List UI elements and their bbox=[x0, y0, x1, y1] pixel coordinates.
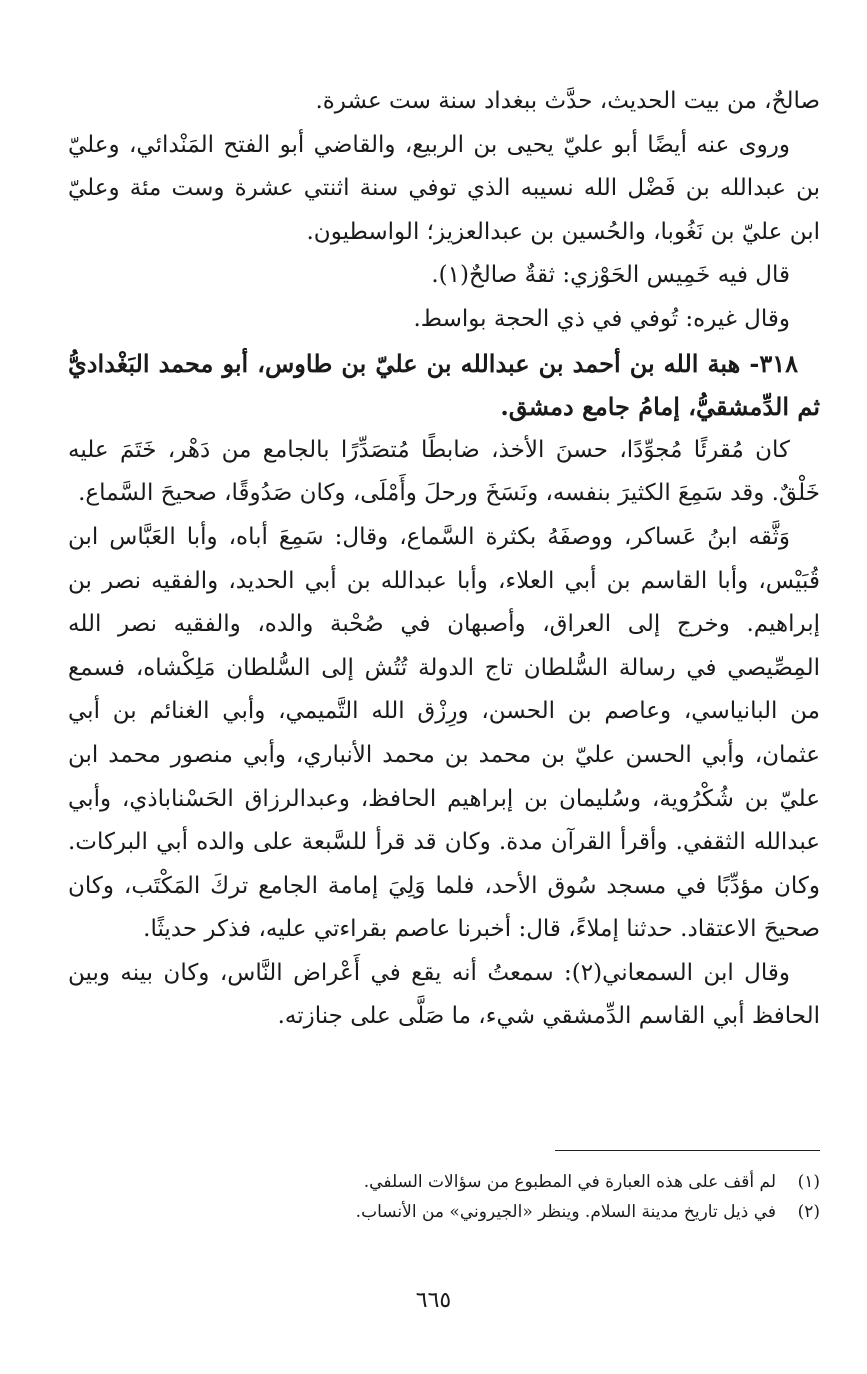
paragraph: وقال غيره: تُوفي في ذي الحجة بواسط. bbox=[413, 305, 790, 332]
paragraph: صالحٌ، من بيت الحديث، حدَّث ببغداد سنة ست عشرة. bbox=[315, 88, 820, 114]
paragraph: وروى عنه أيضًا أبو عليّ يحيى بن الربيع، والقاضي أبو الفتح المَنْدائي، وعليّ بن عبدالله بن فَضْل الله نسيبه الذي توفي سنة اثنتي عشرة وست مئة وعليّ ابن عليّ بن نَغُوبا، والحُسين بن عبدالعزيز؛ الواسطيون. bbox=[68, 131, 820, 245]
paragraph: قال فيه خَمِيس الحَوْزي: ثقةٌ صالحٌ(١). bbox=[431, 262, 790, 289]
entry-title: هبة الله بن أحمد بن عبدالله بن عليّ بن طاوس، أبو محمد البَغْداديُّ ثم الدِّمشقيُّ، إمامُ جامع دمشق. bbox=[68, 348, 820, 422]
footnote-text: في ذيل تاريخ مدينة السلام. وينظر «الجيروني» من الأنساب. bbox=[355, 1202, 776, 1222]
page-number: ٦٦٥ bbox=[415, 1288, 452, 1313]
footnote bbox=[68, 1167, 820, 1197]
footnote-number: (٢) bbox=[797, 1202, 820, 1222]
footnotes bbox=[68, 1167, 820, 1227]
entry-number: ٣١٨- bbox=[749, 348, 798, 378]
footnote-text: لم أقف على هذه العبارة في المطبوع من سؤالات السلفي. bbox=[363, 1172, 776, 1192]
footnote-divider bbox=[555, 1150, 820, 1151]
entry-heading bbox=[68, 342, 820, 429]
footnote bbox=[68, 1197, 820, 1227]
paragraph: وقال ابن السمعاني(٢): سمعتُ أنه يقع في أَعْراض النَّاس، وكان بينه وبين الحافظ أبي القاسم الدِّمشقي شيء، ما صَلَّى على جنازته. bbox=[68, 959, 820, 1030]
paragraph: كان مُقرئًا مُجوِّدًا، حسنَ الأخذ، ضابطًا مُتصَدِّرًا بالجامع من دَهْر، خَتَمَ عليه خَلْقٌ. وقد سَمِعَ الكثيرَ بنفسه، ونَسَخَ ورحلَ وأَمْلَى، وكان صَدُوقًا، صحيحَ السَّماع. bbox=[68, 436, 820, 507]
footnote-number: (١) bbox=[797, 1172, 820, 1192]
main-text bbox=[68, 80, 820, 1039]
paragraph: وَثَّقه ابنُ عَساكر، ووصفَهُ بكثرة السَّماع، وقال: سَمِعَ أباه، وأبا العَبَّاس ابن قُبَيْس، وأبا القاسم بن أبي العلاء، وأبا عبدالله بن أبي الحديد، والفقيه نصر بن إبراهيم. وخرج إلى العراق، وأصبهان في صُحْبة والده، والفقيه نصر الله المِصِّيصي في رسالة السُّلطان تاج الدولة تُتُش إلى السُّلطان مَلِكْشاه، فسمع من البانياسي، وعاصم بن الحسن، ورِزْق الله التَّميمي، وأبي الغنائم بن أبي عثمان، وأبي الحسن عليّ بن محمد بن محمد الأنباري، وأبي منصور محمد ابن عليّ بن شُكْرُوية، وسُليمان بن إبراهيم الحافظ، وعبدالرزاق الحَسْناباذي، وأبي عبدالله الثقفي. وأقرأ القرآن مدة. وكان قد قرأ للسَّبعة على والده أبي البركات. وكان مؤدِّبًا في مسجد سُوق الأحد، فلما وَلِيَ إمامة الجامع تركَ المَكْتَب، وكان صحيحَ الاعتقاد. حدثنا إملاءً، قال: أخبرنا عاصم بقراءتي عليه، فذكر حديثًا. bbox=[68, 523, 820, 943]
